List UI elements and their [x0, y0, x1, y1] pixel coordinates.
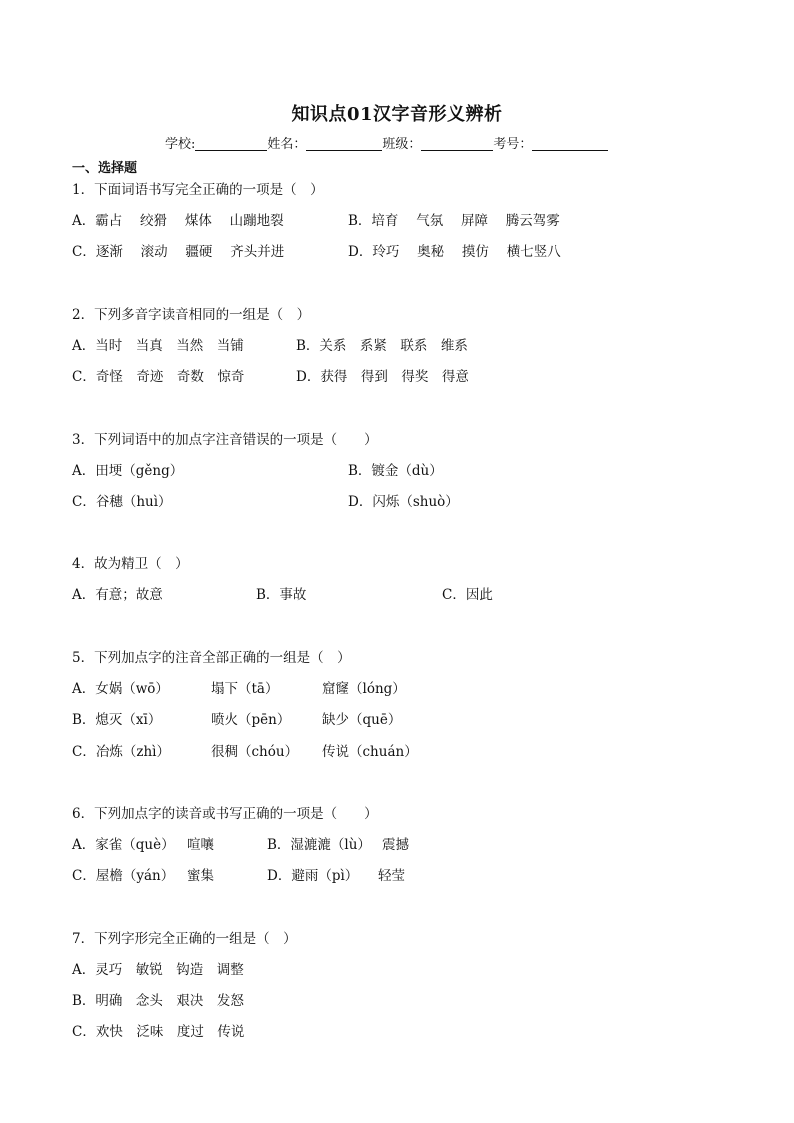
question-5-stem: 5．下列加点字的注音全部正确的一组是（ ）: [72, 650, 351, 666]
question-7-option-a[interactable]: A．灵巧 敏锐 钩造 调整: [72, 962, 244, 978]
question-2-option-b[interactable]: B．关系 系紧 联系 维系: [296, 338, 468, 354]
question-3-option-d[interactable]: D．闪烁（shuò）: [348, 494, 459, 510]
question-5-option-a-word-2: 塌下（tā）: [211, 681, 279, 697]
class-blank[interactable]: [421, 136, 493, 151]
question-1-stem: 1．下面词语书写完全正确的一项是（ ）: [72, 182, 324, 198]
question-6-option-c-word-2: 蜜集: [187, 868, 214, 884]
student-info-line: [165, 133, 608, 152]
question-4-option-c[interactable]: C．因此: [442, 587, 493, 603]
question-6-stem: 6．下列加点字的读音或书写正确的一项是（ ）: [72, 806, 378, 822]
question-7-option-b[interactable]: B．明确 念头 艰决 发怒: [72, 993, 244, 1009]
question-5-option-b-word-3: 缺少（quē）: [322, 712, 402, 728]
question-6-option-d-word-1[interactable]: D．避雨（pì）: [267, 868, 359, 884]
question-4-option-a[interactable]: A．有意；故意: [72, 587, 163, 603]
question-2-option-a[interactable]: A．当时 当真 当然 当铺: [72, 338, 244, 354]
question-3-option-a[interactable]: A．田埂（gěng）: [72, 463, 184, 479]
section-heading: 一、选择题: [72, 161, 138, 176]
question-5-option-c-word-2: 很稠（chóu）: [211, 744, 299, 760]
question-1-option-c[interactable]: C．逐渐 滚动 疆硬 齐头并进: [72, 244, 285, 260]
question-5-option-c-word-3: 传说（chuán）: [322, 744, 418, 760]
question-5-option-b-word-1[interactable]: B．熄灭（xī）: [72, 712, 162, 728]
question-7-option-c[interactable]: C．欢快 泛味 度过 传说: [72, 1024, 245, 1040]
page-title: 知识点01汉字音形义辨析: [291, 104, 503, 125]
question-3-option-b[interactable]: B．镀金（dù）: [348, 463, 443, 479]
question-5-option-a-word-1[interactable]: A．女娲（wō）: [72, 681, 169, 697]
question-7-stem: 7．下列字形完全正确的一组是（ ）: [72, 931, 297, 947]
class-label: 班级：: [382, 137, 422, 152]
question-6-option-a-word-1[interactable]: A．家雀（què）: [72, 837, 175, 853]
question-6-option-a-word-2: 喧嚷: [187, 837, 214, 853]
question-3-stem: 3．下列词语中的加点字注音错误的一项是（ ）: [72, 432, 378, 448]
question-6-option-c-word-1[interactable]: C．屋檐（yán）: [72, 868, 175, 884]
exam-no-blank[interactable]: [532, 136, 608, 151]
question-6-option-b-word-2: 震撼: [382, 837, 409, 853]
name-blank[interactable]: [306, 136, 382, 151]
exam-no-label: 考号：: [493, 137, 533, 152]
question-4-option-b[interactable]: B．事故: [256, 587, 307, 603]
question-2-option-d[interactable]: D．获得 得到 得奖 得意: [296, 369, 469, 385]
question-2-stem: 2．下列多音字读音相同的一组是（ ）: [72, 307, 311, 323]
question-2-option-c[interactable]: C．奇怪 奇迹 奇数 惊奇: [72, 369, 245, 385]
question-6-option-b-word-1[interactable]: B．湿漉漉（lù）: [267, 837, 371, 853]
question-1-option-d[interactable]: D．玲巧 奥秘 摸仿 横七竖八: [348, 244, 561, 260]
question-5-option-a-word-3: 窟窿（lóng）: [322, 681, 406, 697]
question-1-option-b[interactable]: B．培育 气氛 屏障 腾云驾雾: [348, 213, 560, 229]
question-4-stem: 4．故为精卫（ ）: [72, 556, 189, 572]
question-5-option-b-word-2: 喷火（pēn）: [211, 712, 291, 728]
question-3-option-c[interactable]: C．谷穗（huì）: [72, 494, 172, 510]
question-5-option-c-word-1[interactable]: C．冶炼（zhì）: [72, 744, 170, 760]
school-label: 学校:: [165, 137, 196, 152]
name-label: 姓名：: [267, 137, 307, 152]
question-6-option-d-word-2: 轻莹: [378, 868, 405, 884]
school-blank[interactable]: [195, 136, 267, 151]
question-1-option-a[interactable]: A．霸占 绞猾 煤体 山蹦地裂: [72, 213, 284, 229]
